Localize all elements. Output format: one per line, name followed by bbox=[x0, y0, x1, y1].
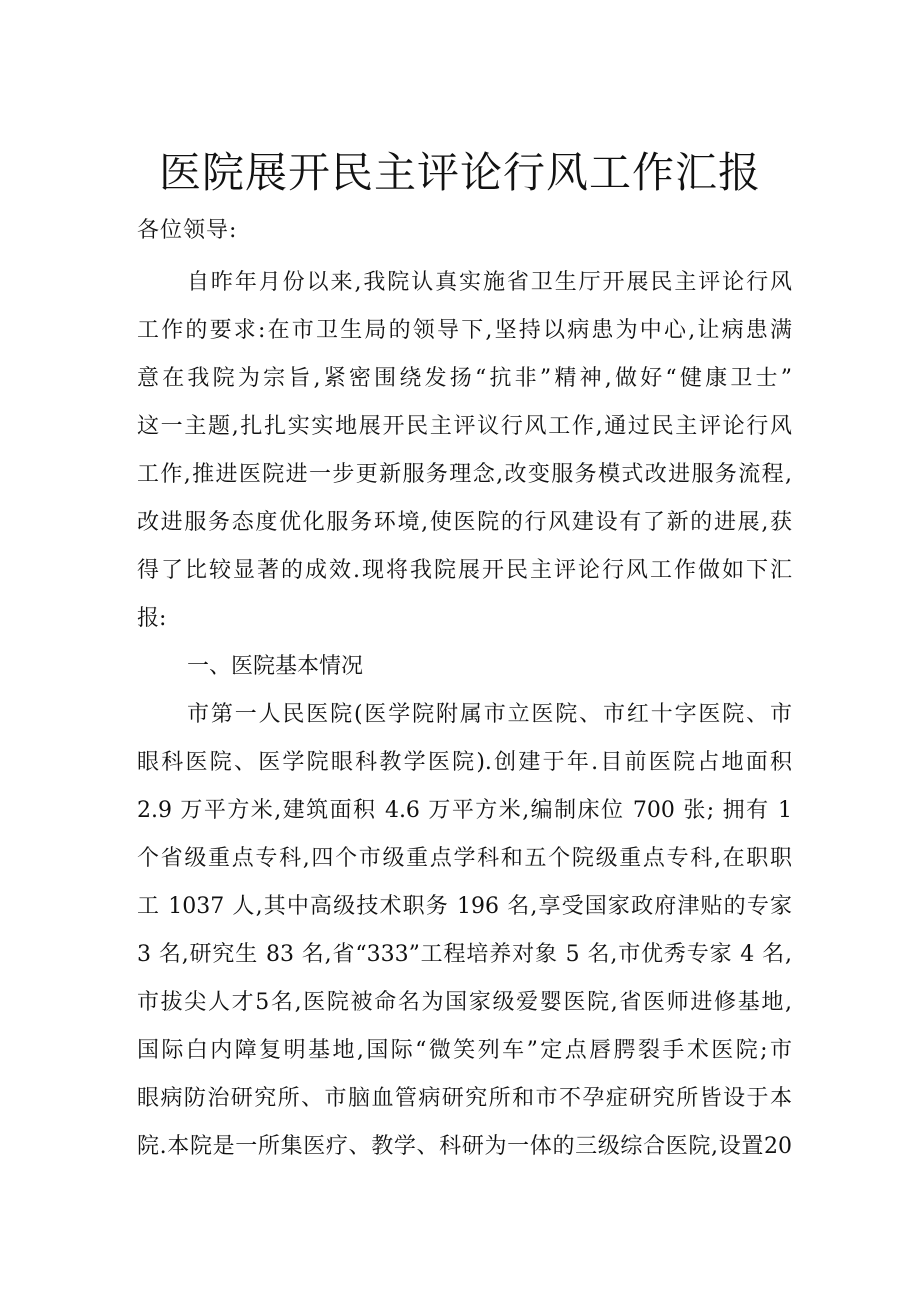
section-heading: 一、医院基本情况 bbox=[187, 654, 364, 679]
paragraph-2-line: 个省级重点专科,四个市级重点学科和五个院级重点专科,在职职 bbox=[137, 846, 792, 871]
paragraph-2-line: 眼科医院、医学院眼科教学医院).创建于年.目前医院占地面积 bbox=[137, 750, 792, 775]
paragraph-2-line: 市拔尖人才5名,医院被命名为国家级爱婴医院,省医师进修基地, bbox=[137, 990, 792, 1015]
paragraph-2-line: 3 名,研究生 83 名,省“333”工程培养对象 5 名,市优秀专家 4 名, bbox=[137, 942, 792, 967]
paragraph-1-line: 改进服务态度优化服务环境,使医院的行风建设有了新的进展,获 bbox=[137, 510, 792, 535]
paragraph-1-line: 这一主题,扎扎实实地展开民主评议行风工作,通过民主评论行风 bbox=[137, 414, 792, 439]
paragraph-2-line: 市第一人民医院(医学院附属市立医院、市红十字医院、市 bbox=[187, 702, 792, 727]
paragraph-1-line: 自昨年月份以来,我院认真实施省卫生厅开展民主评论行风 bbox=[187, 270, 792, 295]
paragraph-1-line: 工作,推进医院进一步更新服务理念,改变服务模式改进服务流程, bbox=[137, 462, 792, 487]
paragraph-2-line: 工 1037 人,其中高级技术职务 196 名,享受国家政府津贴的专家 bbox=[137, 894, 792, 919]
paragraph-1-line: 工作的要求:在市卫生局的领导下,坚持以病患为中心,让病患满 bbox=[137, 318, 792, 343]
salutation: 各位领导: bbox=[137, 218, 238, 243]
paragraph-2-line: 眼病防治研究所、市脑血管病研究所和市不孕症研究所皆设于本 bbox=[137, 1086, 792, 1111]
paragraph-1-line: 报: bbox=[137, 606, 167, 631]
document-title: 医院展开民主评论行风工作汇报 bbox=[158, 148, 761, 197]
paragraph-2-line: 2.9 万平方米,建筑面积 4.6 万平方米,编制床位 700 张; 拥有 1 bbox=[137, 798, 792, 823]
paragraph-2-line: 国际白内障复明基地,国际“微笑列车”定点唇腭裂手术医院;市 bbox=[137, 1038, 792, 1063]
paragraph-2-line: 院.本院是一所集医疗、教学、科研为一体的三级综合医院,设置20 bbox=[137, 1134, 792, 1159]
paragraph-1-line: 意在我院为宗旨,紧密围绕发扬“抗非”精神,做好“健康卫士” bbox=[137, 366, 792, 391]
paragraph-1-line: 得了比较显著的成效.现将我院展开民主评论行风工作做如下汇 bbox=[137, 558, 792, 583]
